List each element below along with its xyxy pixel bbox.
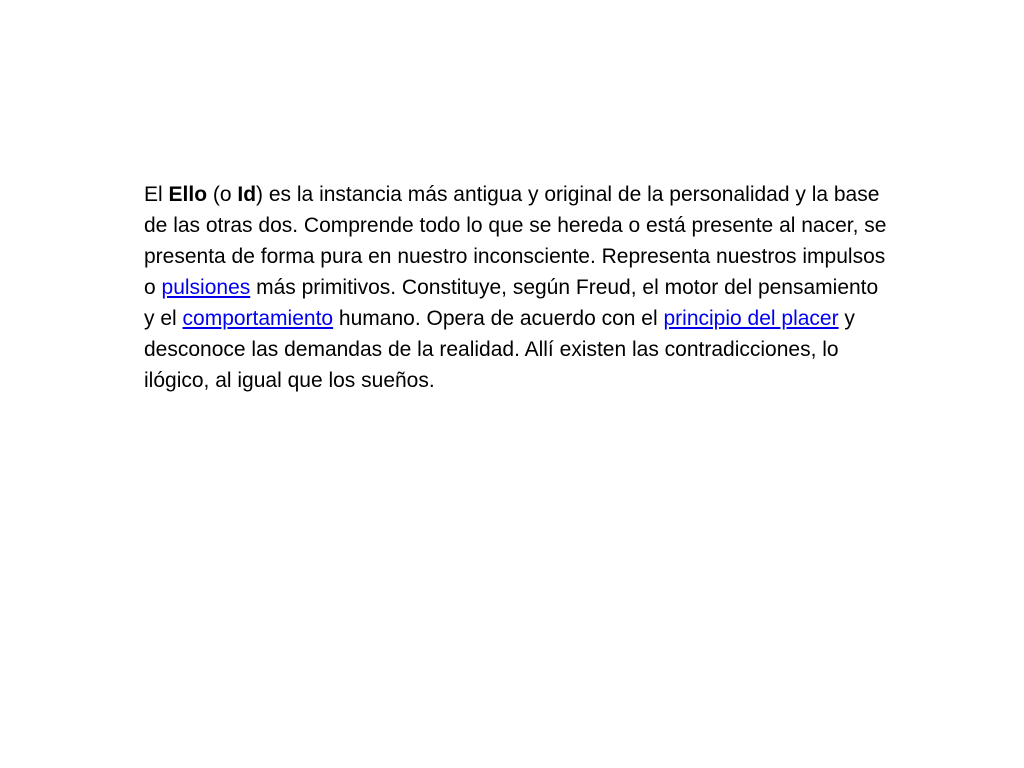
text-run: y desconoce las demandas de la realidad. Allí existen las contradicciones, lo ilógico, al igual que los sueños. [144, 307, 855, 392]
body-paragraph [144, 179, 889, 396]
text-run: más primitivos. Constituye, según Freud, el motor del pensamiento y el [144, 276, 879, 330]
term-ello: Ello [168, 183, 208, 206]
text-run: ) es la instancia más antigua y original de la personalidad y la base de las otras dos. Comprende todo lo que se hereda o está presente al nacer, se presenta de forma pura en nuestro inconsciente. Representa nuestros impulsos o [144, 183, 887, 299]
text-run: (o [207, 183, 238, 206]
term-id: Id [237, 183, 257, 206]
link-pulsiones[interactable]: pulsiones [161, 276, 251, 299]
text-run: El [144, 183, 169, 206]
link-principio-del-placer[interactable]: principio del placer [663, 307, 839, 330]
text-run: humano. Opera de acuerdo con el [333, 307, 664, 330]
link-comportamiento[interactable]: comportamiento [182, 307, 334, 330]
